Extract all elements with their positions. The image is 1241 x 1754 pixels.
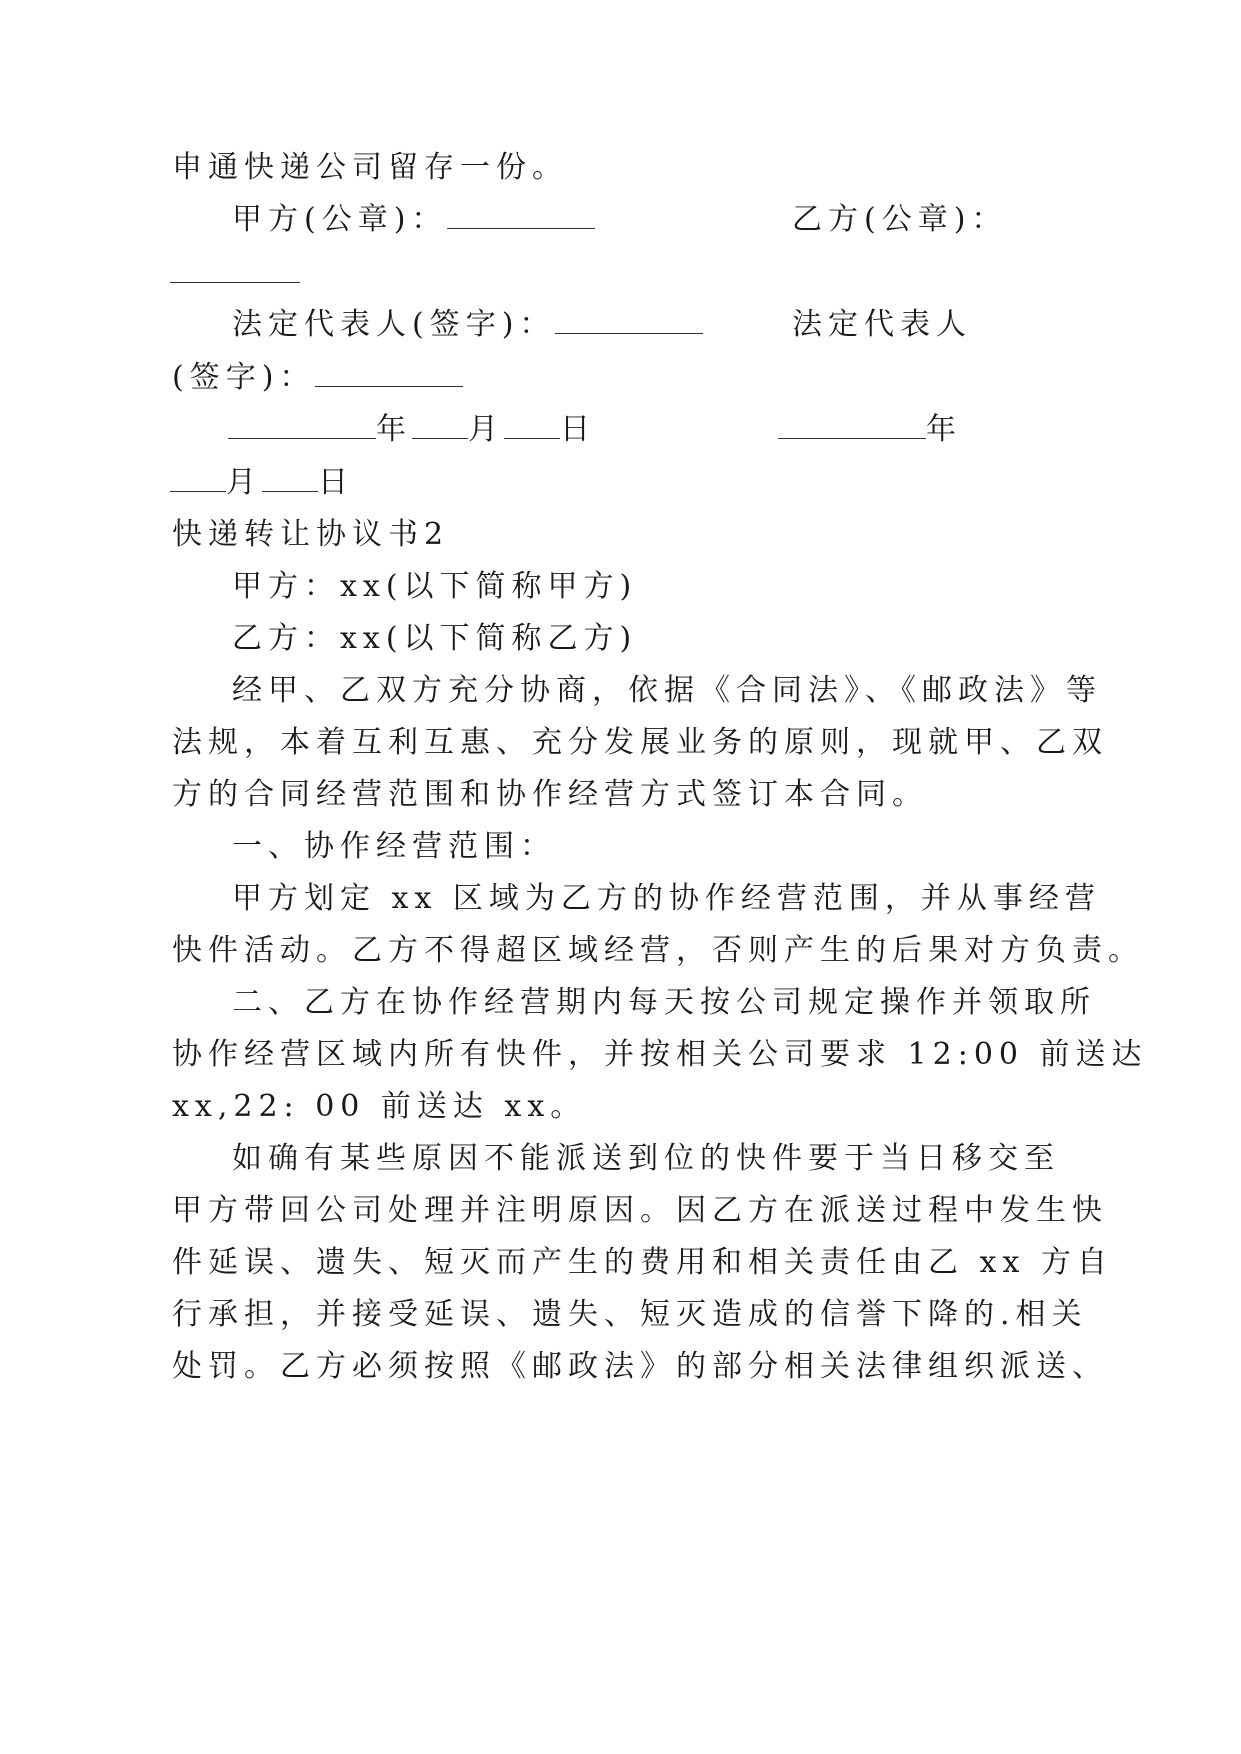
- party-a-line: 甲方：xx(以下简称甲方): [232, 569, 638, 604]
- paragraph-line: 件延误、遗失、短灭而产生的费用和相关责任由乙 xx 方自: [172, 1245, 1113, 1280]
- paragraph-line: 经甲、乙双方充分协商，依据《合同法》、《邮政法》等: [232, 673, 1102, 708]
- paragraph-line: 甲方带回公司处理并注明原因。因乙方在派送过程中发生快: [172, 1193, 1108, 1228]
- party-a-seal-label: 甲方(公章)：: [232, 202, 448, 237]
- signature-blank: [170, 282, 300, 283]
- legal-rep-a-line: [232, 305, 703, 345]
- party-a-seal-line: [232, 200, 595, 240]
- paragraph-line: 法规，本着互利互惠、充分发展业务的原则，现就甲、乙双: [172, 725, 1108, 760]
- day-blank: [504, 412, 560, 439]
- party-b-line: 乙方：xx(以下简称乙方): [232, 621, 638, 656]
- text-line: 申通快递公司留存一份。: [172, 150, 568, 185]
- day-label: 日: [318, 465, 354, 500]
- year-label: 年: [376, 412, 412, 447]
- signature-blank: [315, 360, 463, 387]
- date-line-a: [228, 410, 596, 450]
- paragraph-line: 甲方划定 xx 区域为乙方的协作经营范围，并从事经营: [232, 881, 1101, 916]
- year-blank: [228, 412, 376, 439]
- party-b-seal-label: 乙方(公章)：: [792, 202, 1008, 237]
- section-title: 一、协作经营范围：: [232, 829, 556, 864]
- year-blank: [778, 412, 926, 439]
- paragraph-line: 协作经营区域内所有快件，并按相关公司要求 12:00 前送达: [172, 1037, 1148, 1072]
- month-label: 月: [468, 412, 504, 447]
- paragraph-line: 行承担，并接受延误、遗失、短灭造成的信誉下降的.相关: [172, 1297, 1088, 1332]
- date-line-b-year: [778, 410, 962, 450]
- signature-blank: [447, 202, 595, 229]
- paragraph-line: xx,22: 00 前送达 xx。: [172, 1089, 587, 1124]
- paragraph-line: 方的合同经营范围和协作经营方式签订本合同。: [172, 777, 928, 812]
- date-line-b-month-day: [170, 463, 354, 503]
- paragraph-line: 处罚。乙方必须按照《邮政法》的部分相关法律组织派送、: [172, 1349, 1108, 1384]
- paragraph-line: 二、乙方在协作经营期内每天按公司规定操作并领取所: [232, 985, 1096, 1020]
- month-blank: [170, 465, 226, 492]
- legal-rep-b-label: 法定代表人: [792, 307, 972, 342]
- year-label: 年: [926, 412, 962, 447]
- day-blank: [262, 465, 318, 492]
- month-blank: [412, 412, 468, 439]
- month-label: 月: [226, 465, 262, 500]
- paragraph-line: 如确有某些原因不能派送到位的快件要于当日移交至: [232, 1141, 1060, 1176]
- section-heading: 快递转让协议书2: [172, 517, 450, 552]
- signature-blank: [555, 307, 703, 334]
- legal-rep-b-sign-label: (签字)：: [172, 360, 316, 395]
- legal-rep-a-label: 法定代表人(签字)：: [232, 307, 556, 342]
- day-label: 日: [560, 412, 596, 447]
- paragraph-line: 快件活动。乙方不得超区域经营，否则产生的后果对方负责。: [172, 933, 1144, 968]
- legal-rep-b-line: [172, 358, 463, 398]
